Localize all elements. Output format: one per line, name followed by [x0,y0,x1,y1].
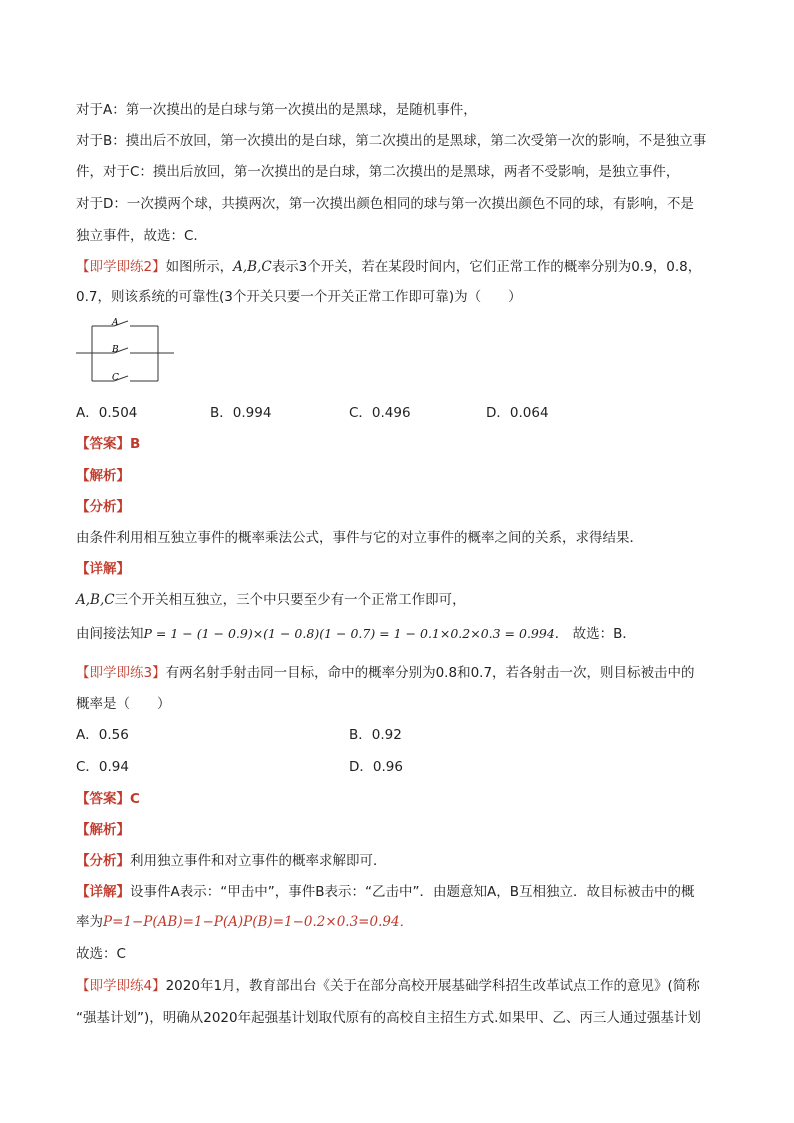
formula: P = 1 − (1 − 0.9)×(1 − 0.8)(1 − 0.7) = 1 − 0.1×0.2×0.3 = 0.994 [143,626,555,641]
detail-line: 故选：C [76,946,126,962]
circuit-diagram [76,318,176,388]
question-line: 概率是（ ） [76,696,171,712]
question-text: 如图所示， [165,259,234,275]
option-b: B．0.92 [349,727,402,743]
practice-tag: 【即学即练3】 [76,665,166,681]
question-line [76,977,700,995]
option-d: D．0.064 [486,405,549,421]
question-text: 表示3个开关，若在某段时间内，它们正常工作的概率分别为0.9，0.8， [271,259,702,275]
detail-text: 由间接法知 [76,626,144,642]
detail-text: 三个开关相互独立，三个中只要至少有一个正常工作即可， [114,592,466,608]
text-line: 对于B：摸出后不放回，第一次摸出的是白球，第二次摸出的是黑球，第二次受第一次的影响，不是独立事 [76,133,707,149]
text-line: 件，对于C：摸出后放回，第一次摸出的是白球，第二次摸出的是黑球，两者不受影响，是独立事件， [76,164,680,180]
switch-label-a: A [112,318,119,328]
detail-line [76,625,636,643]
text-line: 对于D：一次摸两个球，共摸两次，第一次摸出颜色相同的球与第一次摸出颜色不同的球，有影响，不是 [76,196,694,212]
text-line: 独立事件，故选：C. [76,228,198,244]
math-vars: A,B,C [233,259,272,275]
option-a: A．0.56 [76,727,129,743]
detail-line [76,591,466,609]
fenxi-text: 利用独立事件和对立事件的概率求解即可． [130,853,387,869]
question-line [76,664,695,682]
answer-label: 【答案】B [76,436,141,452]
switch-label-c: C [112,373,119,383]
formula: P=1−P(AB)=1−P(A)P(B)=1−0.2×0.3=0.94． [103,914,414,930]
question-line: “强基计划”)，明确从2020年起强基计划取代原有的高校自主招生方式.如果甲、乙、丙三人通过强基计划 [76,1010,701,1026]
option-c: C．0.94 [76,759,129,775]
answer-label: 【答案】C [76,791,140,807]
fenxi-label: 【分析】 [76,853,130,869]
analysis-label: 【解析】 [76,468,130,484]
detail-label: 【详解】 [76,561,130,577]
fenxi-label: 【分析】 [76,499,130,515]
analysis-label: 【解析】 [76,822,130,838]
switch-label-b: B [112,345,119,355]
option-c: C．0.496 [349,405,411,421]
practice-tag: 【即学即练2】 [76,259,166,275]
question-line [76,258,701,276]
detail-text: ． 故选：B． [554,626,636,642]
detail-label: 【详解】 [76,884,130,900]
math-vars: A,B,C [76,592,115,608]
question-line: 0.7，则该系统的可靠性(3个开关只要一个开关正常工作即可靠)为（ ） [76,289,522,305]
text-line: 对于A：第一次摸出的是白球与第一次摸出的是黑球，是随机事件， [76,102,477,118]
fenxi-text: 由条件利用相互独立事件的概率乘法公式，事件与它的对立事件的概率之间的关系，求得结果． [76,530,643,546]
detail-text: 设事件A表示：“甲击中”，事件B表示：“乙击中”．由题意知A，B互相独立．故目标被击中的概 [130,884,695,900]
option-d: D．0.96 [349,759,403,775]
detail-line [76,913,413,931]
option-b: B．0.994 [210,405,272,421]
detail-text: 率为 [76,914,103,930]
option-a: A．0.504 [76,405,138,421]
practice-tag: 【即学即练4】 [76,978,166,994]
fenxi-line [76,852,387,870]
detail-line [76,883,694,901]
question-text: 2020年1月，教育部出台《关于在部分高校开展基础学科招生改革试点工作的意见》(简称 [165,978,700,994]
question-text: 有两名射手射击同一目标，命中的概率分别为0.8和0.7，若各射击一次，则目标被击中的 [165,665,695,681]
